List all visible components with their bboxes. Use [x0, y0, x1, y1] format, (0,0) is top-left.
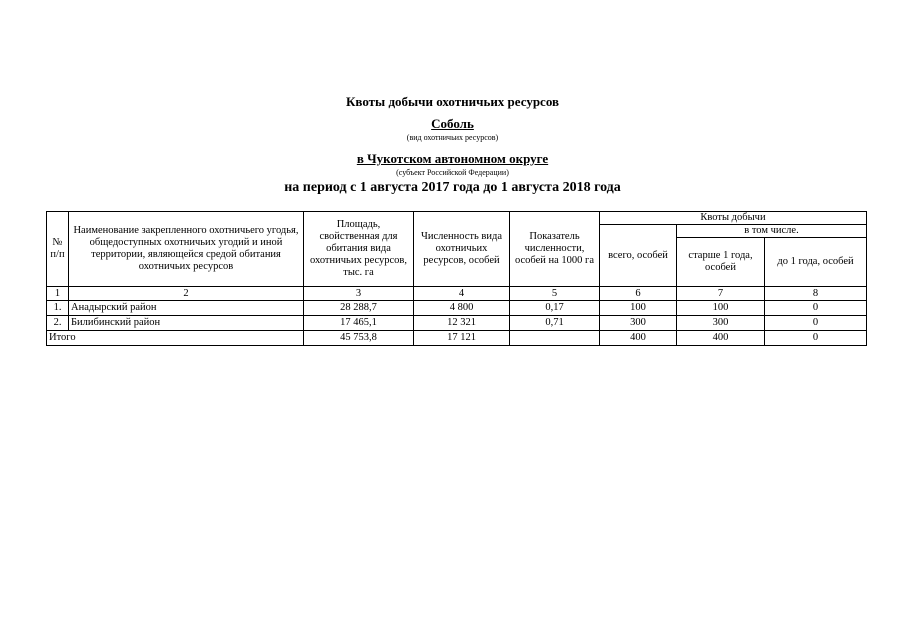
column-number: 1	[47, 287, 69, 301]
row-quota-older: 100	[677, 301, 765, 316]
row-name: Билибинский район	[69, 316, 304, 331]
table-row	[47, 301, 867, 316]
column-number: 6	[600, 287, 677, 301]
header-including: в том числе.	[677, 225, 867, 238]
region-name: в Чукотском автономном округе	[356, 151, 549, 166]
total-quota-older: 400	[677, 331, 765, 346]
column-number: 8	[765, 287, 867, 301]
column-number: 4	[414, 287, 510, 301]
header-num: № п/п	[47, 212, 69, 287]
column-number: 5	[510, 287, 600, 301]
header-quota-group: Квоты добычи	[600, 212, 867, 225]
row-population: 4 800	[414, 301, 510, 316]
header-area: Площадь, свойственная для обитания вида охотничьих ресурсов, тыс. га	[304, 212, 414, 287]
column-numbers-row	[47, 287, 867, 301]
row-quota-total: 300	[600, 316, 677, 331]
row-population: 12 321	[414, 316, 510, 331]
column-number: 3	[304, 287, 414, 301]
row-num: 1.	[47, 301, 69, 316]
period-title: на период с 1 августа 2017 года до 1 августа 2018 года	[284, 180, 621, 195]
total-label: Итого	[47, 331, 304, 346]
header-younger: до 1 года, особей	[765, 238, 867, 287]
row-num: 2.	[47, 316, 69, 331]
row-indicator: 0,71	[510, 316, 600, 331]
header-quota-total: всего, особей	[600, 225, 677, 287]
column-number: 2	[69, 287, 304, 301]
total-quota-younger: 0	[765, 331, 867, 346]
column-number: 7	[677, 287, 765, 301]
total-indicator	[510, 331, 600, 346]
document-title: Квоты добычи охотничьих ресурсов	[345, 94, 560, 109]
header-population: Численность вида охотничьих ресурсов, особей	[414, 212, 510, 287]
row-quota-total: 100	[600, 301, 677, 316]
row-quota-older: 300	[677, 316, 765, 331]
species-caption: (вид охотничьих ресурсов)	[406, 133, 499, 142]
row-quota-younger: 0	[765, 316, 867, 331]
header-name: Наименование закрепленного охотничьего угодья, общедоступных охотничьих угодий и иной территории, являющейся средой обитания охотничьих ресурсов	[69, 212, 304, 287]
quota-table	[46, 211, 867, 346]
row-name: Анадырский район	[69, 301, 304, 316]
row-area: 28 288,7	[304, 301, 414, 316]
table-row	[47, 316, 867, 331]
total-row	[47, 331, 867, 346]
total-population: 17 121	[414, 331, 510, 346]
total-area: 45 753,8	[304, 331, 414, 346]
header-older: старше 1 года, особей	[677, 238, 765, 287]
row-area: 17 465,1	[304, 316, 414, 331]
row-indicator: 0,17	[510, 301, 600, 316]
row-quota-younger: 0	[765, 301, 867, 316]
header-indicator: Показатель численности, особей на 1000 га	[510, 212, 600, 287]
species-name: Соболь	[431, 116, 474, 131]
region-caption: (субъект Российской Федерации)	[396, 168, 509, 177]
total-quota-total: 400	[600, 331, 677, 346]
